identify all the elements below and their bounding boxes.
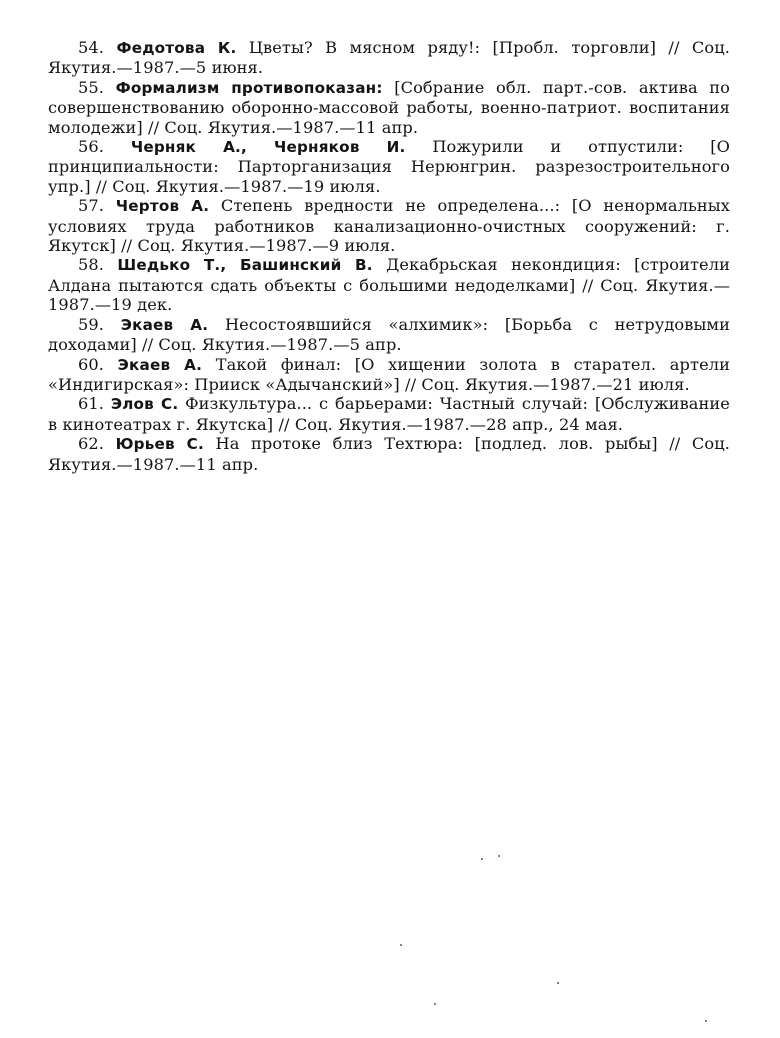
entry-number: 57. [78,196,105,216]
bibliography-entry-59 [48,315,730,355]
entry-author: Экаев А. [120,315,209,334]
bibliography-entry-56 [48,137,730,196]
entry-author: Федотова К. [116,39,237,57]
entry-author: Чертов А. [115,197,210,216]
entry-text: Цветы? В мясном ряду!: [Пробл. торговли] // Соц. Якутия.—1987.—5 июня. [48,38,730,78]
entry-text: Пожурили и отпустили: [О принципиальности: Парторганизация Нерюнгрин. разрезостроительного упр.] // Соц. Якутия.—1987.—19 июля. [48,137,731,196]
scan-speck [434,1003,436,1005]
entry-author: Юрьев С. [115,435,204,454]
entry-text: [Собрание обл. парт.-сов. актива по совершенствованию оборонно-массовой работы, военно-патриот. воспитания молодежи] // Соц. Якутия.—1987.—11 апр. [48,77,731,137]
scan-speck [557,982,559,984]
scan-speck [481,858,483,860]
entry-author: Экаев А. [117,355,203,374]
entry-text: Декабрьская некондиция: [строители Алдана пытаются сдать объекты с большими недоделками] // Соц. Якутия.—1987.—19 дек. [48,255,730,315]
bibliography-entry-54 [48,38,730,78]
entry-text: Несостоявшийся «алхимик»: [Борьба с нетрудовыми доходами] // Соц. Якутия.—1987.—5 апр. [48,314,731,355]
scan-speck [705,1020,707,1022]
entry-text: Физкультура... с барьерами: Частный случай: [Обслуживание в кинотеатрах г. Якутска] // Соц. Якутия.—1987.—28 апр., 24 мая. [48,394,730,434]
entry-text: На протоке близ Техтюра: [подлед. лов. рыбы] // Соц. Якутия.—1987.—11 апр. [48,434,730,474]
entry-number: 61. [78,394,105,414]
bibliography-entry-55 [48,78,730,137]
bibliography-entry-60 [48,355,730,395]
entry-author: Формализм противопоказан: [115,78,383,97]
entry-number: 60. [78,354,105,374]
bibliography-entry-62 [48,434,730,474]
bibliography-entry-61 [48,394,730,434]
entry-author: Черняк А., Черняков И. [130,138,406,157]
entry-author: Шедько Т., Башинский В. [117,256,373,275]
entry-number: 56. [78,137,105,157]
entry-text: Степень вредности не определена...: [О ненормальных условиях труда работников канализационно-очистных сооружений: г. Якутск] // Соц. Якутия.—1987.—9 июля. [48,196,730,256]
bibliography-entry-57 [48,196,730,255]
entry-number: 54. [78,38,105,57]
bibliography-list [48,38,730,474]
entry-number: 58. [78,255,105,275]
bibliography-entry-58 [48,255,730,314]
entry-number: 62. [78,434,105,454]
entry-number: 59. [78,314,105,334]
entry-text: Такой финал: [О хищении золота в старател. артели «Индигирская»: Прииск «Адычанский»] // Соц. Якутия.—1987.—21 июля. [48,354,731,394]
entry-author: Элов С. [110,395,179,414]
entry-number: 55. [78,77,105,97]
scan-speck [498,855,500,857]
scan-speck [400,944,402,946]
